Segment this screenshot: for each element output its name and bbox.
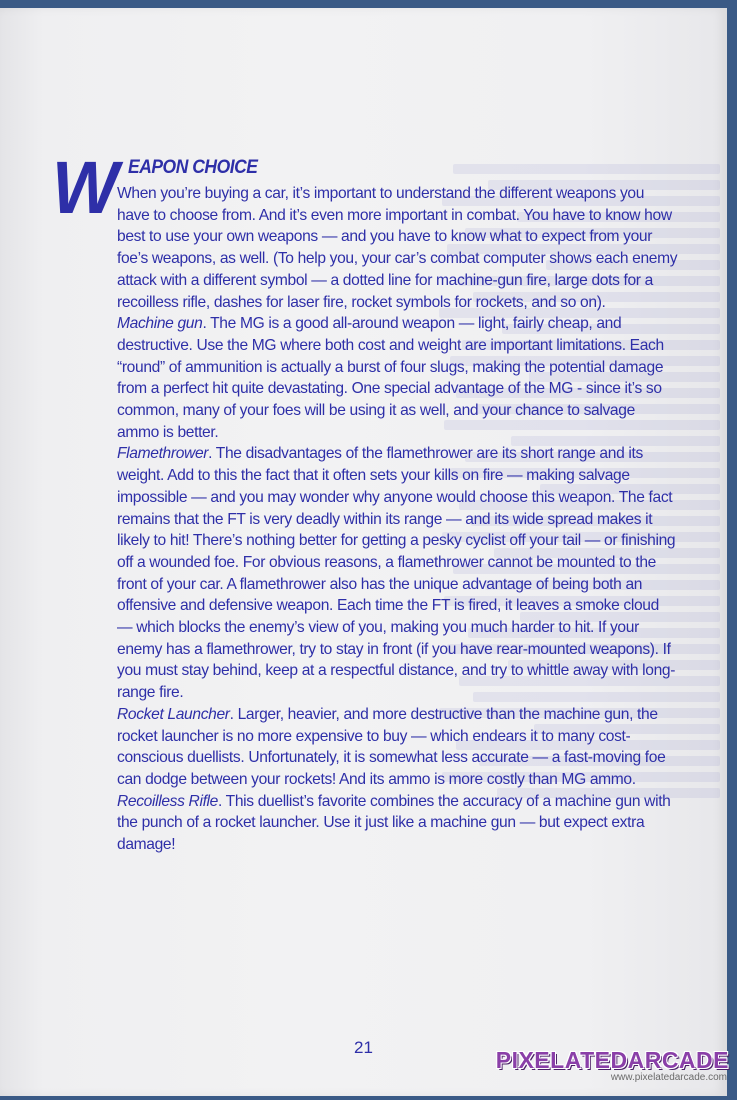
paragraph-term: Machine gun: [117, 315, 203, 333]
heading-dropcap: W: [52, 146, 117, 229]
section-heading: [50, 146, 678, 229]
paragraph-machine-gun: [117, 313, 678, 443]
paragraph-term: Flamethrower: [117, 445, 209, 463]
paragraph-text: When you’re buying a car, it’s important to understand the different weapons you have to choose from. And it’s even more important in combat. You have to know how best to use your own weapons — and you have to know what to expect from your foe’s weapons, as well. (To help you, your car’s combat computer shows each enemy attack with a different symbol — a dotted line for machine-gun fire, large dots for a recoilless rifle, dashes for laser fire, rocket symbols for rockets, and so on).: [117, 185, 678, 311]
paragraph-rocket-launcher: [117, 704, 678, 791]
section-weapon-choice: [50, 146, 678, 856]
paragraph-text: . The disadvantages of the flamethrower are its short range and its weight. Add to this the fact that it often sets your kills on fire — making salvage impossible — and you may wonder why anyone would choose this weapon. The fact remains that the FT is very deadly within its range — and its wide spread makes it likely to hit! There’s nothing better for getting a pesky cyclist off your tail — or finishing off a wounded foe. For obvious reasons, a flamethrower cannot be mounted to the front of your car. A flamethrower also has the unique advantage of being both an offensive and defensive weapon. Each time the FT is fired, it leaves a smoke cloud — which blocks the enemy’s view of you, making you much harder to hit. If your enemy has a flamethrower, try to stay in front (if you have rear-mounted weapons). If you must stay behind, keep at a respectful distance, and try to whittle away with long-range fire.: [117, 445, 676, 702]
watermark: [496, 1048, 729, 1084]
manual-page: [0, 8, 727, 1096]
paragraph-flamethrower: [117, 443, 678, 703]
paragraph-text: . The MG is a good all-around weapon — light, fairly cheap, and destructive. Use the MG where both cost and weight are important limitations. Each “round” of ammunition is actually a burst of four slugs, making the potential damage from a perfect hit quite devastating. One special advantage of the MG - since it’s so common, many of your foes will be using it as well, and your chance to salvage ammo is better.: [117, 315, 664, 441]
paragraph-term: Rocket Launcher: [117, 705, 230, 723]
paragraph-intro: [117, 183, 678, 313]
paragraph-recoilless-rifle: [117, 791, 678, 856]
heading-text: EAPON CHOICE: [128, 157, 258, 178]
body-text: [117, 183, 678, 856]
paragraph-text: . This duellist’s favorite combines the accuracy of a machine gun with the punch of a rocket launcher. Use it just like a machine gun — but expect extra damage!: [117, 792, 671, 854]
watermark-title: PIXELATEDARCADE: [495, 1047, 729, 1073]
paragraph-text: . Larger, heavier, and more destructive than the machine gun, the rocket launcher is no more expensive to buy — which endears it to many cost-conscious duellists. Unfortunately, it is somewhat less accurate — a fast-moving foe can dodge between your rockets! And its ammo is more costly than MG ammo.: [117, 705, 666, 788]
watermark-url: www.pixelatedarcade.com: [610, 1072, 727, 1083]
page-number: 21: [354, 1038, 373, 1057]
paragraph-term: Recoilless Rifle: [117, 792, 218, 810]
